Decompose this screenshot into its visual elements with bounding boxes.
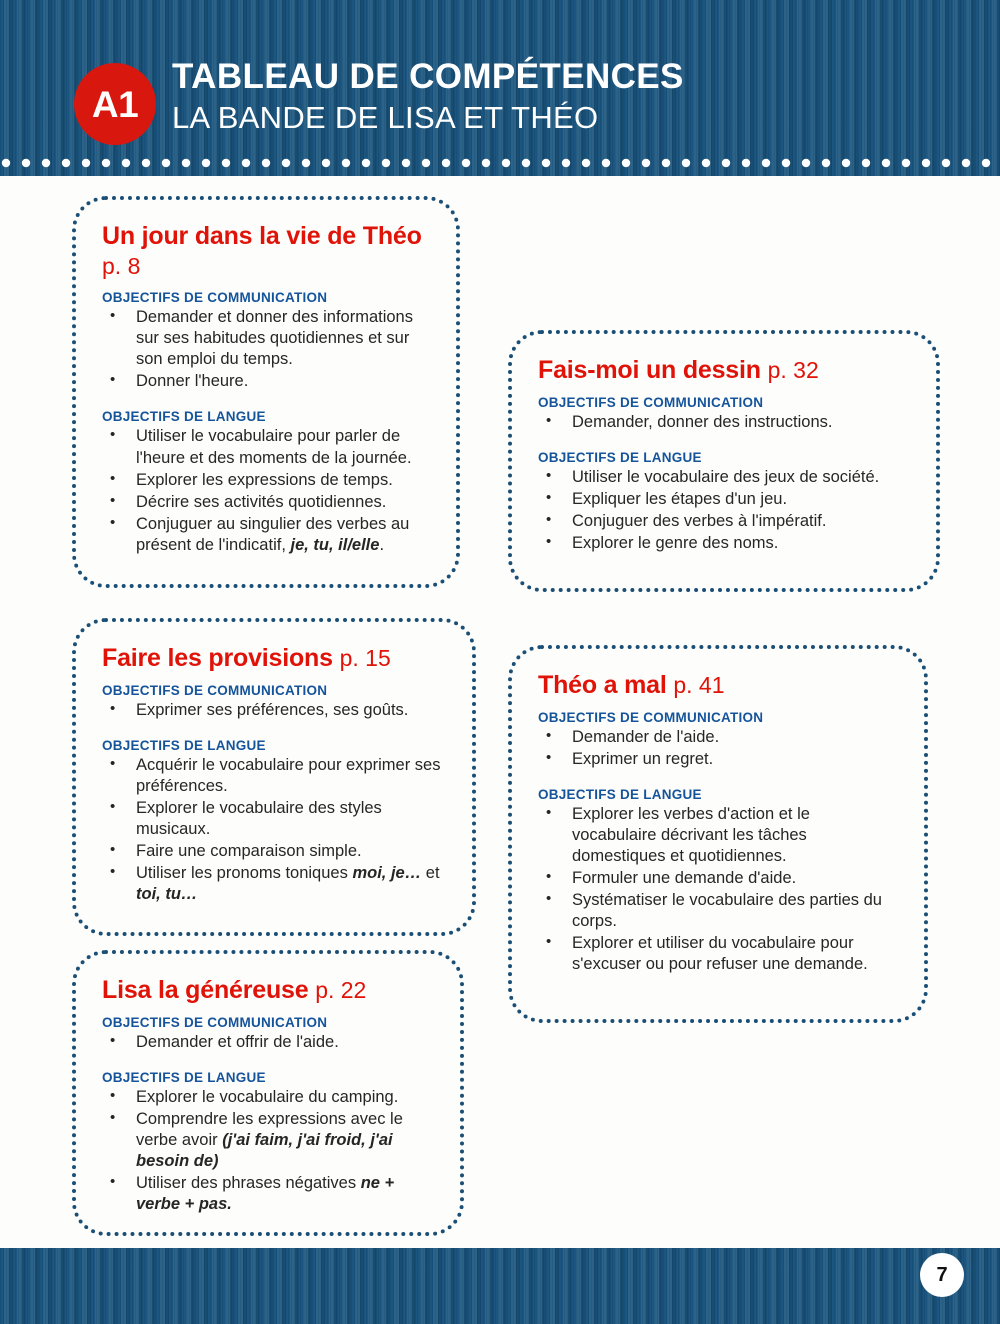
objective-item: • Explorer le genre des noms.	[538, 533, 910, 554]
langue-objectives-list	[102, 426, 430, 556]
unit-card-faire-les-provisions	[72, 618, 476, 936]
objective-item: • Utiliser le vocabulaire des jeux de société.	[538, 467, 910, 488]
unit-title-text: Lisa la généreuse	[102, 976, 309, 1004]
objective-item: • Systématiser le vocabulaire des parties du corps.	[538, 890, 898, 932]
page-number: 7	[920, 1253, 964, 1297]
unit-title	[102, 976, 434, 1006]
section-heading-communication: OBJECTIFS DE COMMUNICATION	[538, 709, 764, 725]
unit-page-ref: p. 8	[102, 252, 141, 279]
level-badge: A1	[74, 63, 156, 145]
langue-objectives-list	[538, 804, 898, 976]
unit-title-text: Théo a mal	[538, 671, 667, 699]
objective-item: • Décrire ses activités quotidiennes.	[102, 492, 430, 513]
unit-page-ref: p. 15	[339, 645, 391, 671]
section-heading-langue: OBJECTIFS DE LANGUE	[538, 449, 702, 465]
unit-page-ref: p. 32	[767, 357, 819, 383]
unit-title-text: Faire les provisions	[102, 644, 333, 672]
objective-item: • Explorer les verbes d'action et le vocabulaire décrivant les tâches domestiques et quotidiennes.	[538, 804, 898, 867]
objective-item: • Explorer les expressions de temps.	[102, 470, 430, 491]
objective-item: • Conjuguer des verbes à l'impératif.	[538, 511, 910, 532]
objective-item: • Expliquer les étapes d'un jeu.	[538, 489, 910, 510]
unit-title	[102, 644, 446, 674]
section-heading-langue: OBJECTIFS DE LANGUE	[102, 409, 266, 425]
objective-item: • Explorer et utiliser du vocabulaire pour s'excuser ou pour refuser une demande.	[538, 933, 898, 975]
header-dotted-rule	[0, 157, 1000, 169]
objective-item: • Utiliser des phrases négatives ne + verbe + pas.	[102, 1173, 434, 1215]
unit-card-fais-moi-un-dessin	[508, 330, 940, 592]
header-titles	[172, 58, 684, 136]
unit-title-text: Un jour dans la vie de Théo	[102, 222, 422, 250]
unit-title	[538, 356, 910, 386]
unit-title-text: Fais-moi un dessin	[538, 356, 761, 384]
langue-objectives-list	[102, 1087, 434, 1216]
section-heading-communication: OBJECTIFS DE COMMUNICATION	[102, 290, 328, 305]
unit-title	[538, 671, 898, 701]
objective-item: • Demander et donner des informations sur ses habitudes quotidiennes et sur son emploi du temps.	[102, 307, 430, 370]
objective-item: • Acquérir le vocabulaire pour exprimer ses préférences.	[102, 755, 446, 797]
objective-item: • Demander, donner des instructions.	[538, 412, 910, 433]
objective-item: • Conjuguer au singulier des verbes au présent de l'indicatif, je, tu, il/elle.	[102, 514, 430, 556]
communication-objectives-list	[102, 1032, 434, 1053]
unit-title	[102, 222, 430, 281]
objective-item: • Utiliser les pronoms toniques moi, je… et toi, tu…	[102, 863, 446, 905]
objective-item: • Explorer le vocabulaire des styles musicaux.	[102, 798, 446, 840]
page-subtitle: LA BANDE DE LISA ET THÉO	[172, 99, 599, 135]
section-heading-communication: OBJECTIFS DE COMMUNICATION	[102, 1014, 328, 1030]
langue-objectives-list	[538, 467, 910, 554]
unit-page-ref: p. 22	[315, 977, 367, 1003]
objective-item: • Donner l'heure.	[102, 371, 430, 392]
section-heading-langue: OBJECTIFS DE LANGUE	[538, 786, 702, 802]
unit-card-lisa-la-genereuse	[72, 950, 464, 1236]
section-heading-langue: OBJECTIFS DE LANGUE	[102, 1069, 266, 1085]
section-heading-communication: OBJECTIFS DE COMMUNICATION	[538, 394, 764, 410]
unit-card-un-jour	[72, 196, 460, 588]
objective-item: • Faire une comparaison simple.	[102, 841, 446, 862]
objective-item: • Formuler une demande d'aide.	[538, 868, 898, 889]
unit-page-ref: p. 41	[673, 672, 725, 698]
objective-item: • Exprimer ses préférences, ses goûts.	[102, 700, 446, 721]
communication-objectives-list	[538, 727, 898, 770]
langue-objectives-list	[102, 755, 446, 906]
section-heading-communication: OBJECTIFS DE COMMUNICATION	[102, 682, 328, 698]
objective-item: • Exprimer un regret.	[538, 749, 898, 770]
objective-item: • Comprendre les expressions avec le verbe avoir (j'ai faim, j'ai froid, j'ai besoin de)	[102, 1109, 434, 1172]
section-heading-langue: OBJECTIFS DE LANGUE	[102, 737, 266, 753]
communication-objectives-list	[538, 412, 910, 433]
communication-objectives-list	[102, 307, 430, 392]
communication-objectives-list	[102, 700, 446, 721]
objective-item: • Demander de l'aide.	[538, 727, 898, 748]
unit-card-theo-a-mal	[508, 645, 928, 1023]
page-title: TABLEAU DE COMPÉTENCES	[172, 57, 684, 96]
objective-item: • Demander et offrir de l'aide.	[102, 1032, 434, 1053]
objective-item: • Utiliser le vocabulaire pour parler de l'heure et des moments de la journée.	[102, 426, 430, 468]
footer-band	[0, 1248, 1000, 1324]
objective-item: • Explorer le vocabulaire du camping.	[102, 1087, 434, 1108]
